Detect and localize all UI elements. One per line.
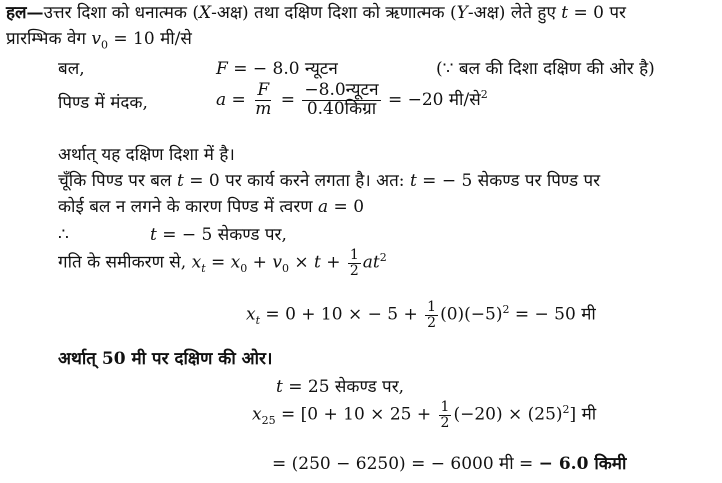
solution-lead: हल—: [6, 3, 44, 23]
line-11-result: अर्थात् 50 मी पर दक्षिण की ओर।: [58, 349, 273, 369]
line-5: अर्थात् यह दक्षिण दिशा में है।: [58, 145, 235, 165]
line-8: ∴ t = − 5 सेकण्ड पर,: [58, 225, 287, 245]
final-answer: − 6.0 किमी: [538, 454, 627, 474]
line-4-deceleration: पिण्ड में मंदक, a = $\frac{F}{m}$ = $\frac{\text{−8.0न्यूटन}}{\text{0.40किग्रा}}$ = −20 मी/से$^2$: [58, 80, 488, 119]
therefore-symbol: ∴: [58, 225, 69, 245]
fraction-f-over-m: $\frac{F}{m}$: [255, 80, 272, 119]
line-3-force: बल, F = − 8.0 न्यूटन (∵ बल की दिशा दक्षिण की ओर है): [58, 59, 655, 79]
line-12: t = 25 सेकण्ड पर,: [276, 377, 405, 397]
line-13-x25-calc: $x_{25} = [0 + 10 \times 25$ + $\frac{1}{2}$ $(-20) \times (25)^2$] मी: [252, 399, 597, 431]
line-14-final: = (250 − 6250) = − 6000 मी = − 6.0 किमी: [272, 454, 627, 474]
line-10-position-calc: $x_t = 0 + 10$ × − 5 + $\frac{1}{2}$ $(0)(-5)^2$ = − 50 मी: [246, 299, 596, 331]
fraction-force-over-mass: $\frac{\text{−8.0न्यूटन}}{\text{0.40किग्रा}}$: [304, 80, 379, 119]
line-9-equation-of-motion: गति के समीकरण से, $x_t = x_0 + v_0 \times t$ + $\frac{1}{2}$ $at^2$: [58, 247, 387, 279]
line-2: प्रारम्भिक वेग $v_0 = 10$ मी/से: [6, 29, 192, 52]
line-1: हल—उत्तर दिशा को धनात्मक (X-अक्ष) तथा दक्षिण दिशा को ऋणात्मक (Y-अक्ष) लेते हुए t = 0 पर: [6, 3, 627, 23]
line-7: कोई बल न लगने के कारण पिण्ड में त्वरण a = 0: [58, 197, 365, 217]
line-6: चूँकि पिण्ड पर बल t = 0 पर कार्य करने लगता है। अत: t = − 5 सेकण्ड पर पिण्ड पर: [58, 171, 601, 191]
